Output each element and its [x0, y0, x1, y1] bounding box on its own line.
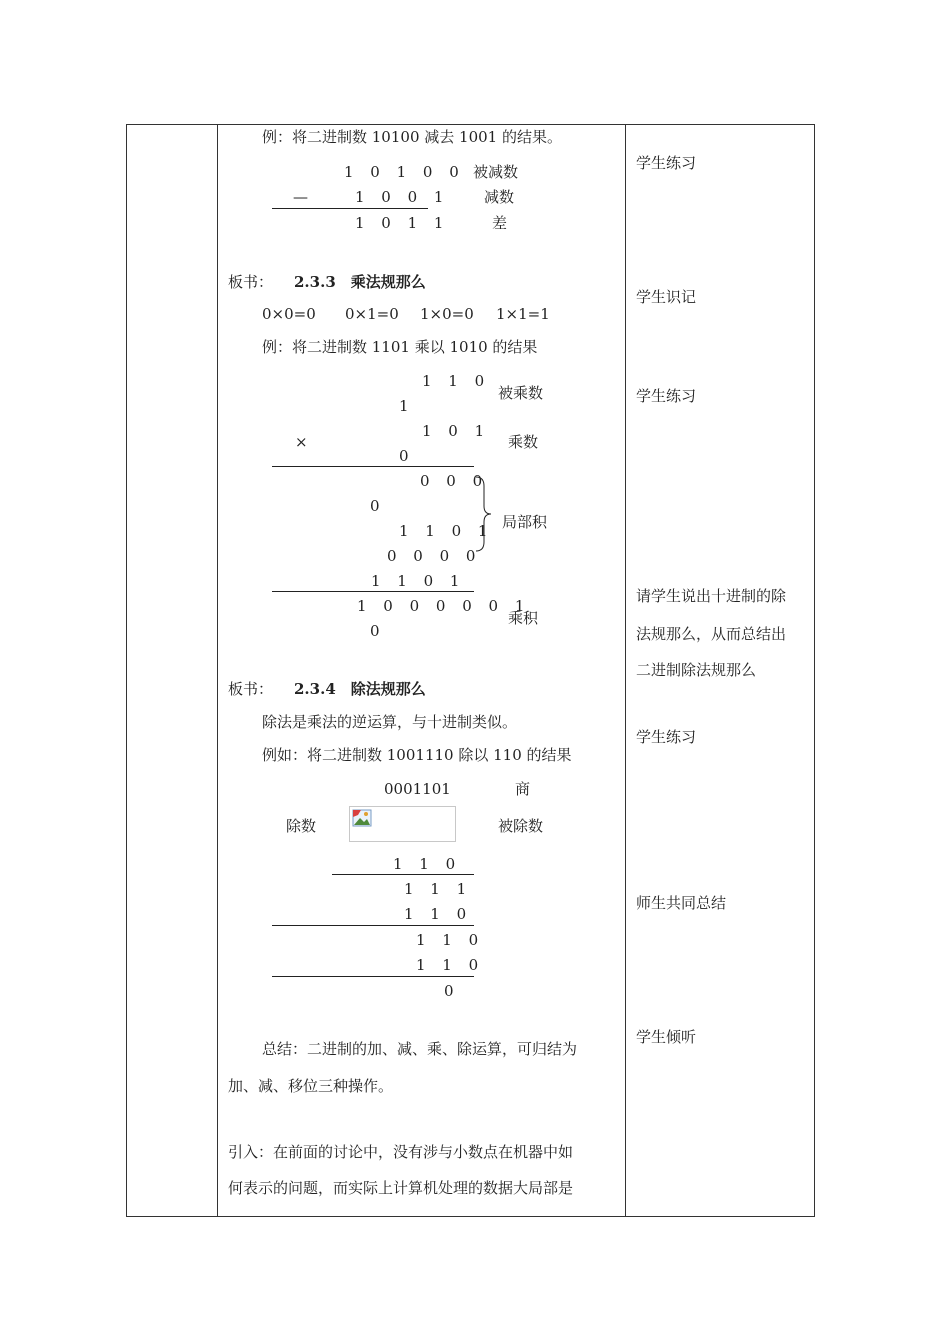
- label-multiplicand: 被乘数: [498, 384, 544, 402]
- division-step-1: 1 1 0: [393, 855, 462, 873]
- times-sign: ×: [295, 433, 308, 451]
- division-example: 例如：将二进制数 1001110 除以 110 的结果: [262, 746, 572, 764]
- label-difference: 差: [492, 214, 508, 232]
- mul-rule: 0×1=0: [345, 305, 399, 323]
- subtraction-line: [272, 208, 428, 209]
- activity-summarize: 师生共同总结: [636, 894, 727, 912]
- minuend: 1 0 1 0 0: [344, 163, 465, 181]
- activity-practice: 学生练习: [636, 728, 697, 746]
- division-remainder: 0: [444, 982, 454, 1000]
- difference: 1 0 1 1: [355, 214, 450, 232]
- multiplication-example: 例：将二进制数 1101 乘以 1010 的结果: [262, 338, 538, 356]
- product-part2: 0: [370, 622, 380, 640]
- partial-1a: 0 0 0: [420, 472, 489, 490]
- division-heading: 2.3.4 除法规那么: [294, 680, 426, 698]
- product-part1: 1 0 0 0 0 0 1: [357, 597, 531, 615]
- multiplier-part2: 0: [399, 447, 409, 465]
- multiplier-part1: 1 0 1: [422, 422, 491, 440]
- activity-memorize: 学生识记: [636, 288, 697, 306]
- division-line-1: [332, 874, 474, 875]
- label-divisor: 除数: [286, 817, 317, 835]
- division-line-2: [272, 925, 474, 926]
- label-dividend: 被除数: [498, 817, 544, 835]
- summary-line-1: 总结：二进制的加、减、乘、除运算，可归结为: [262, 1040, 578, 1058]
- quotient: 0001101: [384, 780, 451, 798]
- division-step-3: 1 1 0: [404, 905, 473, 923]
- subtrahend: 1 0 0 1: [355, 188, 450, 206]
- mul-rule: 0×0=0: [262, 305, 316, 323]
- label-quotient: 商: [515, 780, 531, 798]
- multiplicand-part2: 1: [399, 397, 409, 415]
- activity-prompt-line-2: 法规那么，从而总结出: [636, 625, 787, 643]
- label-multiplier: 乘数: [508, 433, 539, 451]
- activity-practice: 学生练习: [636, 387, 697, 405]
- broken-image: [349, 806, 456, 842]
- activity-prompt-line-3: 二进制除法规那么: [636, 661, 757, 679]
- minus-sign: —: [293, 188, 308, 206]
- column-divider-left: [217, 124, 218, 1217]
- intro-next-line-2: 何表示的问题，而实际上计算机处理的数据大局部是: [228, 1179, 574, 1197]
- summary-line-2: 加、减、移位三种操作。: [228, 1077, 394, 1095]
- division-step-4: 1 1 0: [416, 931, 485, 949]
- label-partial-product: 局部积: [502, 513, 548, 531]
- intro-next-line-1: 引入：在前面的讨论中，没有涉与小数点在机器中如: [228, 1143, 574, 1161]
- partial-2: 1 1 0 1: [399, 522, 494, 540]
- multiplication-heading: 2.3.3 乘法规那么: [294, 273, 426, 291]
- partial-brace-icon: [474, 476, 494, 552]
- activity-prompt-line-1: 请学生说出十进制的除: [636, 587, 787, 605]
- partial-1b: 0: [370, 497, 380, 515]
- division-line-3: [272, 976, 474, 977]
- product-line: [272, 591, 474, 592]
- division-step-5: 1 1 0: [416, 956, 485, 974]
- mul-rule: 1×1=1: [496, 305, 550, 323]
- label-minuend: 被减数: [473, 163, 519, 181]
- multiplicand-part1: 1 1 0: [422, 372, 491, 390]
- partial-3: 0 0 0 0: [387, 547, 482, 565]
- subtraction-example: 例：将二进制数 10100 减去 1001 的结果。: [262, 128, 562, 146]
- activity-practice: 学生练习: [636, 154, 697, 172]
- division-intro: 除法是乘法的逆运算，与十进制类似。: [262, 713, 518, 731]
- mul-rule: 1×0=0: [420, 305, 474, 323]
- board-label: 板书：: [228, 273, 274, 291]
- activity-listen: 学生倾听: [636, 1028, 697, 1046]
- multiplication-line: [272, 466, 474, 467]
- division-step-2: 1 1 1: [404, 880, 473, 898]
- label-subtrahend: 减数: [484, 188, 515, 206]
- column-divider-right: [625, 124, 626, 1217]
- partial-4: 1 1 0 1: [371, 572, 466, 590]
- board-label: 板书：: [228, 680, 274, 698]
- broken-image-icon: [352, 809, 374, 829]
- label-product: 乘积: [508, 609, 539, 627]
